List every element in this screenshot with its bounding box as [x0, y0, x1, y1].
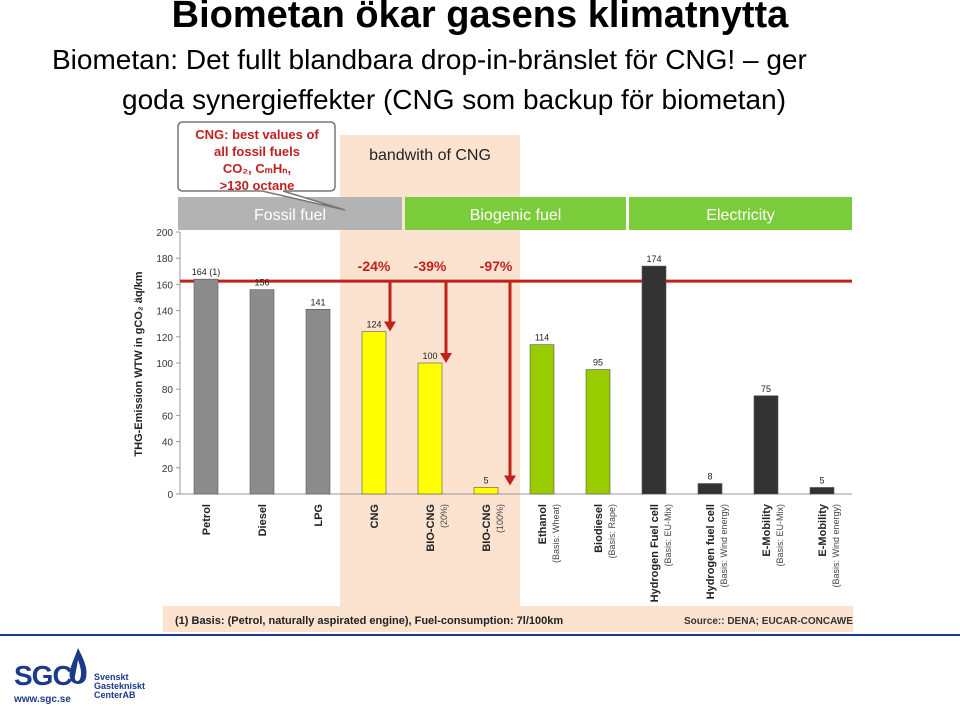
website-url: www.sgc.se	[14, 694, 71, 705]
y-tick-label: 120	[156, 332, 173, 344]
y-tick-label: 160	[156, 280, 173, 292]
bar-10	[754, 396, 778, 494]
slide-subtitle-line1: Biometan: Det fullt blandbara drop-in-bränslet för CNG! – ger	[52, 44, 807, 75]
y-tick-label: 200	[156, 228, 173, 239]
category-label: BIO-CNG	[425, 504, 437, 552]
y-tick-label: 140	[156, 306, 173, 318]
group-header-label: Fossil fuel	[253, 207, 327, 224]
bar-value-label: 124	[366, 319, 382, 330]
bar-value-label: 5	[819, 475, 825, 486]
category-label: E-Mobility	[761, 504, 773, 557]
bar-9	[698, 484, 722, 494]
bar-1	[250, 290, 274, 494]
bar-11	[810, 487, 834, 494]
category-label: CNG	[369, 504, 381, 529]
bar-value-label: 75	[760, 383, 772, 394]
bar-0	[194, 279, 218, 494]
category-label: Biodiesel	[593, 504, 605, 553]
bar-value-label: 156	[254, 277, 270, 288]
category-label: LPG	[313, 504, 325, 527]
bar-value-label: 95	[592, 357, 604, 368]
y-tick-label: 180	[156, 254, 173, 266]
y-tick-label: 20	[161, 463, 173, 475]
category-sublabel: (Basis: Rape)	[607, 504, 617, 559]
category-sublabel: (Basis: Wind energy)	[831, 504, 841, 588]
y-tick-label: 100	[156, 359, 173, 370]
category-label: Ethanol	[537, 504, 549, 545]
group-header-label: Biogenic fuel	[469, 207, 562, 224]
reduction-label: -39%	[413, 258, 447, 275]
category-label: E-Mobility	[817, 504, 829, 557]
category-sublabel: (Basis: Wind energy)	[719, 504, 729, 588]
y-tick-label: 0	[167, 490, 173, 501]
footer-divider	[0, 634, 960, 636]
bar-7	[586, 370, 610, 494]
category-sublabel: (Basis: EU-Mix)	[775, 504, 785, 567]
y-tick-label: 40	[161, 437, 173, 449]
bar-2	[306, 309, 330, 494]
callout-line-1: CNG: best values of	[195, 127, 319, 142]
bandwidth-label: bandwith of CNG	[369, 147, 491, 164]
bar-4	[418, 363, 442, 494]
bar-value-label: 174	[646, 254, 662, 265]
category-label: Petrol	[201, 504, 213, 536]
category-label: BIO-CNG	[481, 504, 493, 552]
bar-value-label: 114	[534, 332, 550, 343]
logo-text-line1: Svenskt	[94, 672, 129, 682]
group-header-label: Electricity	[706, 207, 775, 224]
category-sublabel: (100%)	[495, 504, 505, 534]
footnote-text: (1) Basis: (Petrol, naturally aspirated engine), Fuel-consumption: 7l/100km	[175, 615, 564, 627]
reduction-label: -97%	[479, 258, 513, 275]
slide-title: Biometan ökar gasens klimatnytta	[171, 0, 789, 36]
category-sublabel: (20%)	[439, 504, 449, 529]
bar-6	[530, 345, 554, 494]
callout-line-3: CO₂, CₘHₙ,	[222, 161, 292, 176]
slide-subtitle-line2: goda synergieffekter (CNG som backup för biometan)	[122, 84, 787, 115]
bar-value-label: 100	[422, 351, 438, 361]
bar-8	[642, 266, 666, 494]
category-sublabel: (Basis: EU-Mix)	[663, 504, 673, 567]
bar-5	[474, 487, 498, 494]
y-axis-label: THG-Emission WTW in gCO₂ äq/km	[133, 271, 145, 457]
bar-value-label: 141	[310, 297, 326, 308]
reduction-label: -24%	[357, 258, 391, 275]
category-label: Hydrogen Fuel cell	[649, 504, 661, 603]
logo-text-line3: CenterAB	[94, 690, 136, 700]
y-tick-label: 80	[161, 385, 173, 397]
callout-line-2: all fossil fuels	[214, 144, 300, 159]
bar-value-label: 164 (1)	[191, 267, 221, 278]
bar-value-label: 5	[483, 475, 489, 486]
category-label: Diesel	[257, 504, 269, 537]
bar-value-label: 8	[707, 471, 713, 482]
logo-text-line2: Gastekniskt	[94, 681, 146, 691]
source-text: Source:: DENA; EUCAR-CONCAWE	[684, 616, 853, 627]
y-tick-label: 60	[161, 411, 173, 423]
category-sublabel: (Basis: Wheat)	[551, 504, 561, 564]
category-label: Hydrogen fuel cell	[705, 504, 717, 600]
bar-3	[362, 332, 386, 494]
sgc-logo: SGC	[14, 660, 72, 691]
callout-line-4: >130 octane	[219, 178, 295, 193]
